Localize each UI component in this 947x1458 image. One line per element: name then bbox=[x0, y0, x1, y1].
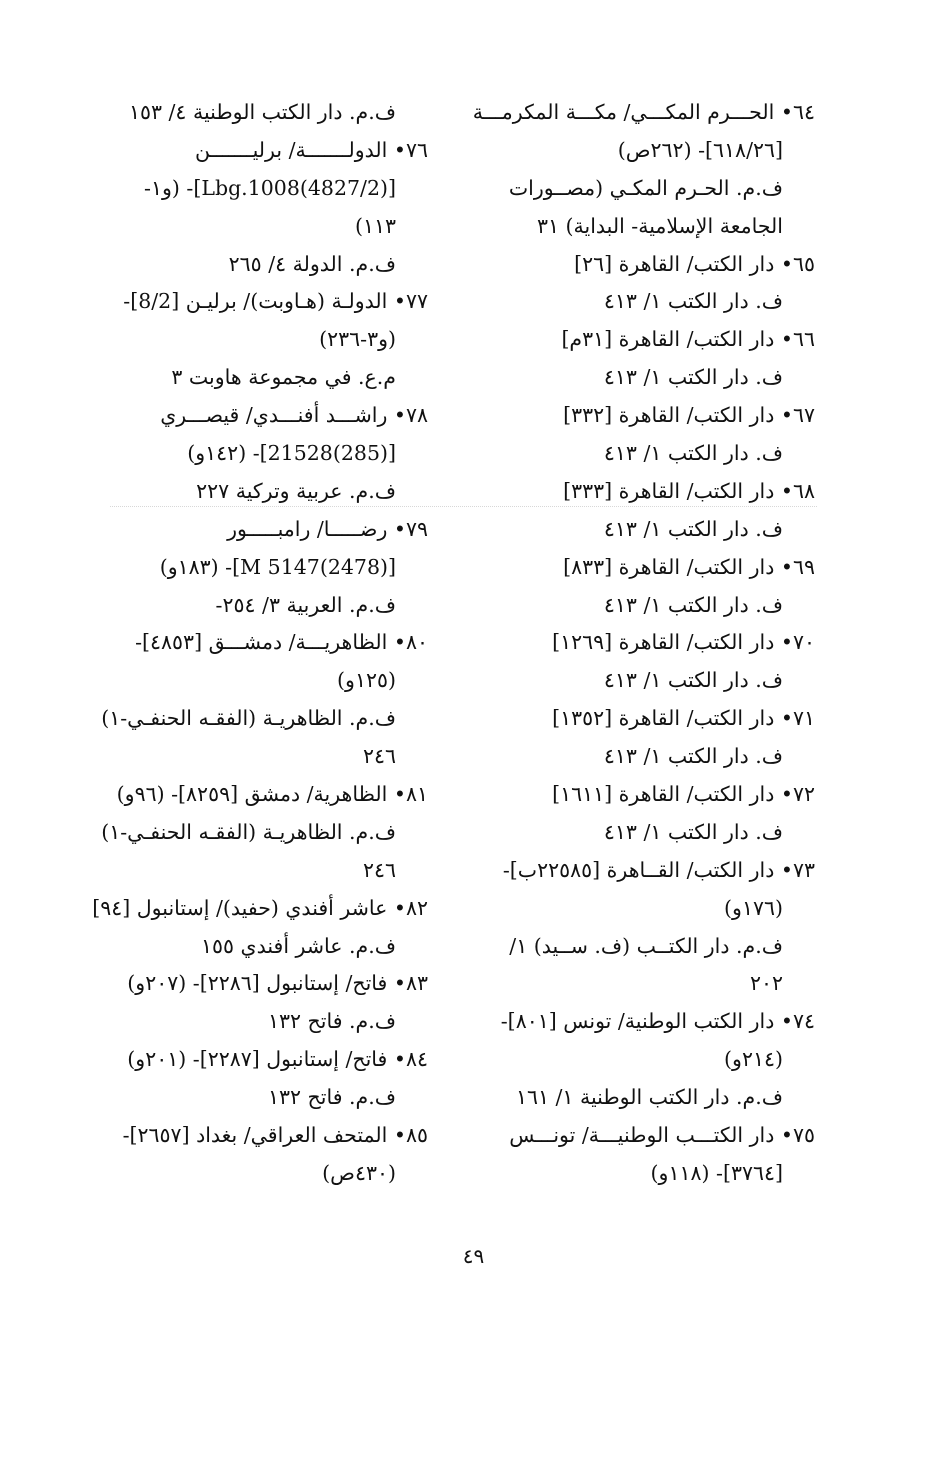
right-column-line: ٧٢• دار الكتب/ القاهرة [١٦١١] bbox=[552, 782, 815, 807]
right-column-line: (٢١٤و) bbox=[724, 1047, 783, 1072]
left-column-line: (١٢٥و) bbox=[337, 668, 396, 693]
left-column-line: ٢٤٦ bbox=[362, 857, 396, 882]
right-column-line: ٧٠• دار الكتب/ القاهرة [١٢٦٩] bbox=[552, 630, 815, 655]
right-column-line: ٧٥• دار الكتـــب الوطنيـــة/ تونـــس bbox=[509, 1123, 815, 1148]
right-column-line: ٧٤• دار الكتب الوطنية/ تونس [٨٠١]- bbox=[500, 1009, 815, 1034]
right-column-line: ف. دار الكتب ١/ ٤١٣ bbox=[603, 592, 783, 617]
right-column-line: ف. دار الكتب ١/ ٤١٣ bbox=[603, 744, 783, 769]
right-column-line: (١٧٦و) bbox=[724, 895, 783, 920]
left-column-line: [(4827/2)Lbg.1008]- (و١- bbox=[144, 175, 396, 200]
right-column-line: ٦٥• دار الكتب/ القاهرة [٢٦] bbox=[574, 251, 815, 276]
left-column-line: ف.م. العربية ٣/ ٢٥٤- bbox=[215, 592, 396, 617]
left-column-line: ٧٩• رضـــــا/ رامبـــــور bbox=[227, 516, 428, 541]
left-column-line: (٤٣٠ص) bbox=[322, 1160, 396, 1185]
left-column-line: ٨٢• عاشر أفندي (حفيد)/ إستانبول [٩٤] bbox=[92, 895, 428, 920]
right-column-line: ٦٨• دار الكتب/ القاهرة [٣٣٣] bbox=[563, 478, 815, 503]
left-column-line: ٨٤• فاتح/ إستانبول [٢٢٨٧]- (٢٠١و) bbox=[127, 1047, 428, 1072]
right-column-line: ف. دار الكتب ١/ ٤١٣ bbox=[603, 441, 783, 466]
left-column-line: ف.م. عربية وتركية ٢٢٧ bbox=[196, 478, 396, 503]
right-column-line: ف. دار الكتب ١/ ٤١٣ bbox=[603, 516, 783, 541]
right-column-line: الجامعة الإسلامية- البداية) ٣١ bbox=[536, 213, 783, 238]
left-column-line: م.ع. في مجموعة هاوبت ٣ bbox=[171, 365, 396, 390]
left-column-line: ٨٠• الظاهريـــة/ دمشـــق [٤٨٥٣]- bbox=[135, 630, 428, 655]
left-column-line: ٨٣• فاتح/ إستانبول [٢٢٨٦]- (٢٠٧و) bbox=[127, 971, 428, 996]
left-column-line: ٧٨• راشـــد أفنـــدي/ قيصـــري bbox=[160, 403, 428, 428]
right-column-line: ف. دار الكتب ١/ ٤١٣ bbox=[603, 365, 783, 390]
left-column-line: ف.م. فاتح ١٣٢ bbox=[267, 1085, 396, 1110]
right-column-line: [٣٧٦٤]- (١١٨و) bbox=[650, 1160, 783, 1185]
left-column-line: ٢٤٦ bbox=[362, 744, 396, 769]
right-column-line: ٦٩• دار الكتب/ القاهرة [٨٣٣] bbox=[563, 554, 815, 579]
left-column-line: [(2478)5147 M]- (١٨٣و) bbox=[159, 554, 396, 579]
right-column-line: ف.م. دار الكتــب (ف. ســيد) ١/ bbox=[509, 933, 783, 958]
left-column-line: ٨٥• المتحف العراقي/ بغداد [٢٦٥٧]- bbox=[122, 1123, 428, 1148]
faint-dotted-rule bbox=[110, 506, 817, 507]
left-column-line: ف.م. دار الكتب الوطنية ٤/ ١٥٣ bbox=[128, 100, 396, 124]
right-column-line: ٧٣• دار الكتب/ القــاهرة [٢٢٥٨٥ب]- bbox=[502, 857, 815, 882]
left-column-line: ١١٣) bbox=[354, 213, 396, 238]
right-column-line: ٦٦• دار الكتب/ القاهرة [٣١م] bbox=[561, 327, 815, 352]
left-column-line: ف.م. الظاهريـة (الفقـه الحنفـي-١) bbox=[101, 706, 396, 731]
right-column-line: ٦٧• دار الكتب/ القاهرة [٣٣٢] bbox=[563, 403, 815, 428]
right-column-line: ف. دار الكتب ١/ ٤١٣ bbox=[603, 289, 783, 314]
left-column-line: ف.م. الظاهريـة (الفقـه الحنفـي-١) bbox=[101, 819, 396, 844]
right-column-line: ف. دار الكتب ١/ ٤١٣ bbox=[603, 668, 783, 693]
left-column bbox=[83, 94, 428, 1193]
right-column-line: ف. دار الكتب ١/ ٤١٣ bbox=[603, 819, 783, 844]
right-column-line: [٦١٨/٢٦]- (٢٦٢ص) bbox=[617, 137, 783, 162]
left-column-line: [(285)21528]- (١٤٢و) bbox=[187, 441, 396, 466]
left-column-line: ف.م. الدولة ٤/ ٢٦٥ bbox=[228, 251, 396, 276]
right-column-line: ٦٤• الحـــرم المكـــي/ مكـــة المكرمـــة bbox=[472, 100, 815, 124]
left-column-line: ف.م. عاشر أفندي ١٥٥ bbox=[200, 933, 396, 958]
left-column-line: ٧٦• الدولـــــــة/ برليـــــــن bbox=[194, 137, 428, 162]
right-column-line: ف.م. دار الكتب الوطنية ١/ ١٦١ bbox=[515, 1085, 783, 1110]
left-column-line: (و٣-٢٣٦) bbox=[319, 327, 396, 352]
left-column-line: ٧٧• الدولـة (هـاوبت)/ برليـن [8/2]- bbox=[123, 289, 428, 314]
right-column-line: ٢٠٢ bbox=[749, 971, 783, 996]
right-column-line: ٧١• دار الكتب/ القاهرة [١٣٥٢] bbox=[552, 706, 815, 731]
left-column-line: ٨١• الظاهرية/ دمشق [٨٢٥٩]- (٩٦و) bbox=[116, 782, 428, 807]
right-column bbox=[470, 94, 815, 1193]
left-column-line: ف.م. فاتح ١٣٢ bbox=[267, 1009, 396, 1034]
page-number: ٤٩ bbox=[462, 1244, 485, 1268]
right-column-line: ف.م. الحـرم المكـي (مصــورات bbox=[508, 175, 783, 200]
